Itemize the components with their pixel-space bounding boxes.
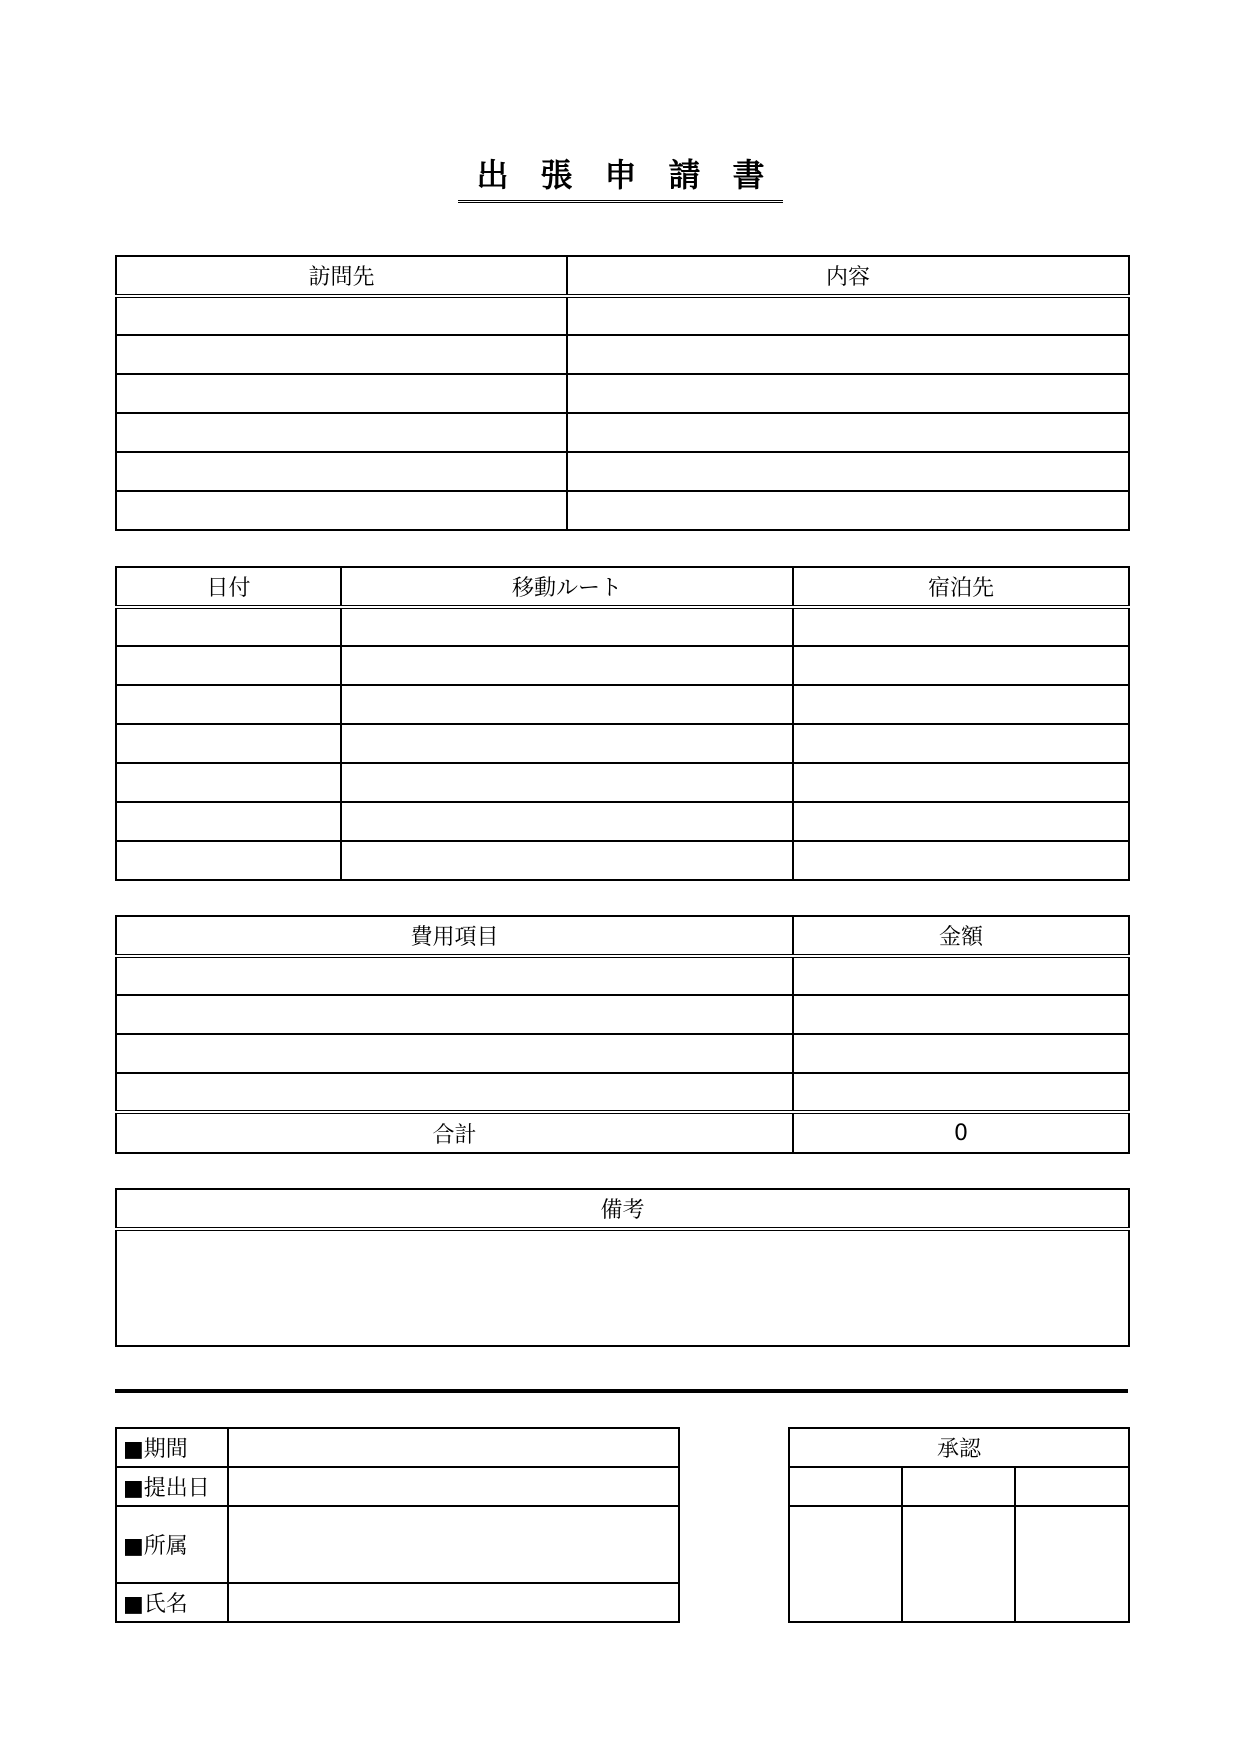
route-route-cell[interactable] bbox=[341, 841, 793, 880]
visit-content-cell[interactable] bbox=[567, 452, 1129, 491]
route-date-cell[interactable] bbox=[116, 685, 341, 724]
route-date-cell[interactable] bbox=[116, 841, 341, 880]
route-lodging-cell[interactable] bbox=[793, 724, 1129, 763]
route-date-cell[interactable] bbox=[116, 802, 341, 841]
visit-header-content: 内容 bbox=[567, 256, 1129, 296]
route-lodging-cell[interactable] bbox=[793, 646, 1129, 685]
section-divider bbox=[115, 1389, 1128, 1393]
route-route-cell[interactable] bbox=[341, 763, 793, 802]
department-field[interactable] bbox=[228, 1506, 679, 1583]
expense-total-label: 合計 bbox=[116, 1112, 793, 1153]
approver-title-cell[interactable] bbox=[902, 1467, 1015, 1506]
title-char: 請 bbox=[668, 156, 701, 194]
route-header-lodging: 宿泊先 bbox=[793, 567, 1129, 607]
approval-stamp-cell[interactable] bbox=[902, 1506, 1015, 1622]
expense-item-cell[interactable] bbox=[116, 1034, 793, 1073]
visit-destination-cell[interactable] bbox=[116, 452, 567, 491]
approver-title-cell[interactable] bbox=[1015, 1467, 1129, 1506]
route-route-cell[interactable] bbox=[341, 685, 793, 724]
route-route-cell[interactable] bbox=[341, 646, 793, 685]
expense-amount-cell[interactable] bbox=[793, 1034, 1129, 1073]
route-date-cell[interactable] bbox=[116, 646, 341, 685]
title-char: 書 bbox=[732, 156, 765, 194]
expense-header-item: 費用項目 bbox=[116, 916, 793, 956]
department-label: ■所属 bbox=[116, 1506, 228, 1583]
route-route-cell[interactable] bbox=[341, 724, 793, 763]
route-lodging-cell[interactable] bbox=[793, 802, 1129, 841]
remarks-field[interactable] bbox=[116, 1229, 1129, 1346]
expense-amount-cell[interactable] bbox=[793, 956, 1129, 995]
approval-stamp-cell[interactable] bbox=[789, 1506, 902, 1622]
route-header-date: 日付 bbox=[116, 567, 341, 607]
name-field[interactable] bbox=[228, 1583, 679, 1622]
expense-header-amount: 金額 bbox=[793, 916, 1129, 956]
visit-table bbox=[115, 255, 1130, 531]
route-date-cell[interactable] bbox=[116, 607, 341, 646]
visit-content-cell[interactable] bbox=[567, 374, 1129, 413]
approver-title-cell[interactable] bbox=[789, 1467, 902, 1506]
document-title bbox=[0, 150, 1241, 203]
expense-item-cell[interactable] bbox=[116, 995, 793, 1034]
applicant-info-table bbox=[115, 1427, 680, 1623]
title-char: 出 bbox=[476, 156, 509, 194]
visit-destination-cell[interactable] bbox=[116, 374, 567, 413]
visit-destination-cell[interactable] bbox=[116, 335, 567, 374]
title-char: 申 bbox=[604, 156, 637, 194]
expense-amount-cell[interactable] bbox=[793, 1073, 1129, 1112]
route-route-cell[interactable] bbox=[341, 607, 793, 646]
route-lodging-cell[interactable] bbox=[793, 685, 1129, 724]
submit-date-label: ■提出日 bbox=[116, 1467, 228, 1506]
route-lodging-cell[interactable] bbox=[793, 763, 1129, 802]
visit-content-cell[interactable] bbox=[567, 296, 1129, 335]
visit-destination-cell[interactable] bbox=[116, 296, 567, 335]
visit-content-cell[interactable] bbox=[567, 491, 1129, 530]
visit-header-destination: 訪問先 bbox=[116, 256, 567, 296]
expense-table bbox=[115, 915, 1130, 1154]
expense-amount-cell[interactable] bbox=[793, 995, 1129, 1034]
submit-date-field[interactable] bbox=[228, 1467, 679, 1506]
approval-header: 承認 bbox=[789, 1428, 1129, 1467]
visit-destination-cell[interactable] bbox=[116, 413, 567, 452]
remarks-table bbox=[115, 1188, 1130, 1347]
visit-content-cell[interactable] bbox=[567, 335, 1129, 374]
expense-item-cell[interactable] bbox=[116, 1073, 793, 1112]
route-date-cell[interactable] bbox=[116, 763, 341, 802]
period-field[interactable] bbox=[228, 1428, 679, 1467]
period-label: ■期間 bbox=[116, 1428, 228, 1467]
expense-item-cell[interactable] bbox=[116, 956, 793, 995]
route-header-route: 移動ルート bbox=[341, 567, 793, 607]
route-table bbox=[115, 566, 1130, 881]
approval-table bbox=[788, 1427, 1130, 1623]
approval-stamp-cell[interactable] bbox=[1015, 1506, 1129, 1622]
visit-content-cell[interactable] bbox=[567, 413, 1129, 452]
route-date-cell[interactable] bbox=[116, 724, 341, 763]
name-label: ■氏名 bbox=[116, 1583, 228, 1622]
route-lodging-cell[interactable] bbox=[793, 841, 1129, 880]
remarks-header: 備考 bbox=[116, 1189, 1129, 1229]
title-char: 張 bbox=[540, 156, 573, 194]
route-route-cell[interactable] bbox=[341, 802, 793, 841]
visit-destination-cell[interactable] bbox=[116, 491, 567, 530]
expense-total-value: 0 bbox=[793, 1112, 1129, 1153]
route-lodging-cell[interactable] bbox=[793, 607, 1129, 646]
